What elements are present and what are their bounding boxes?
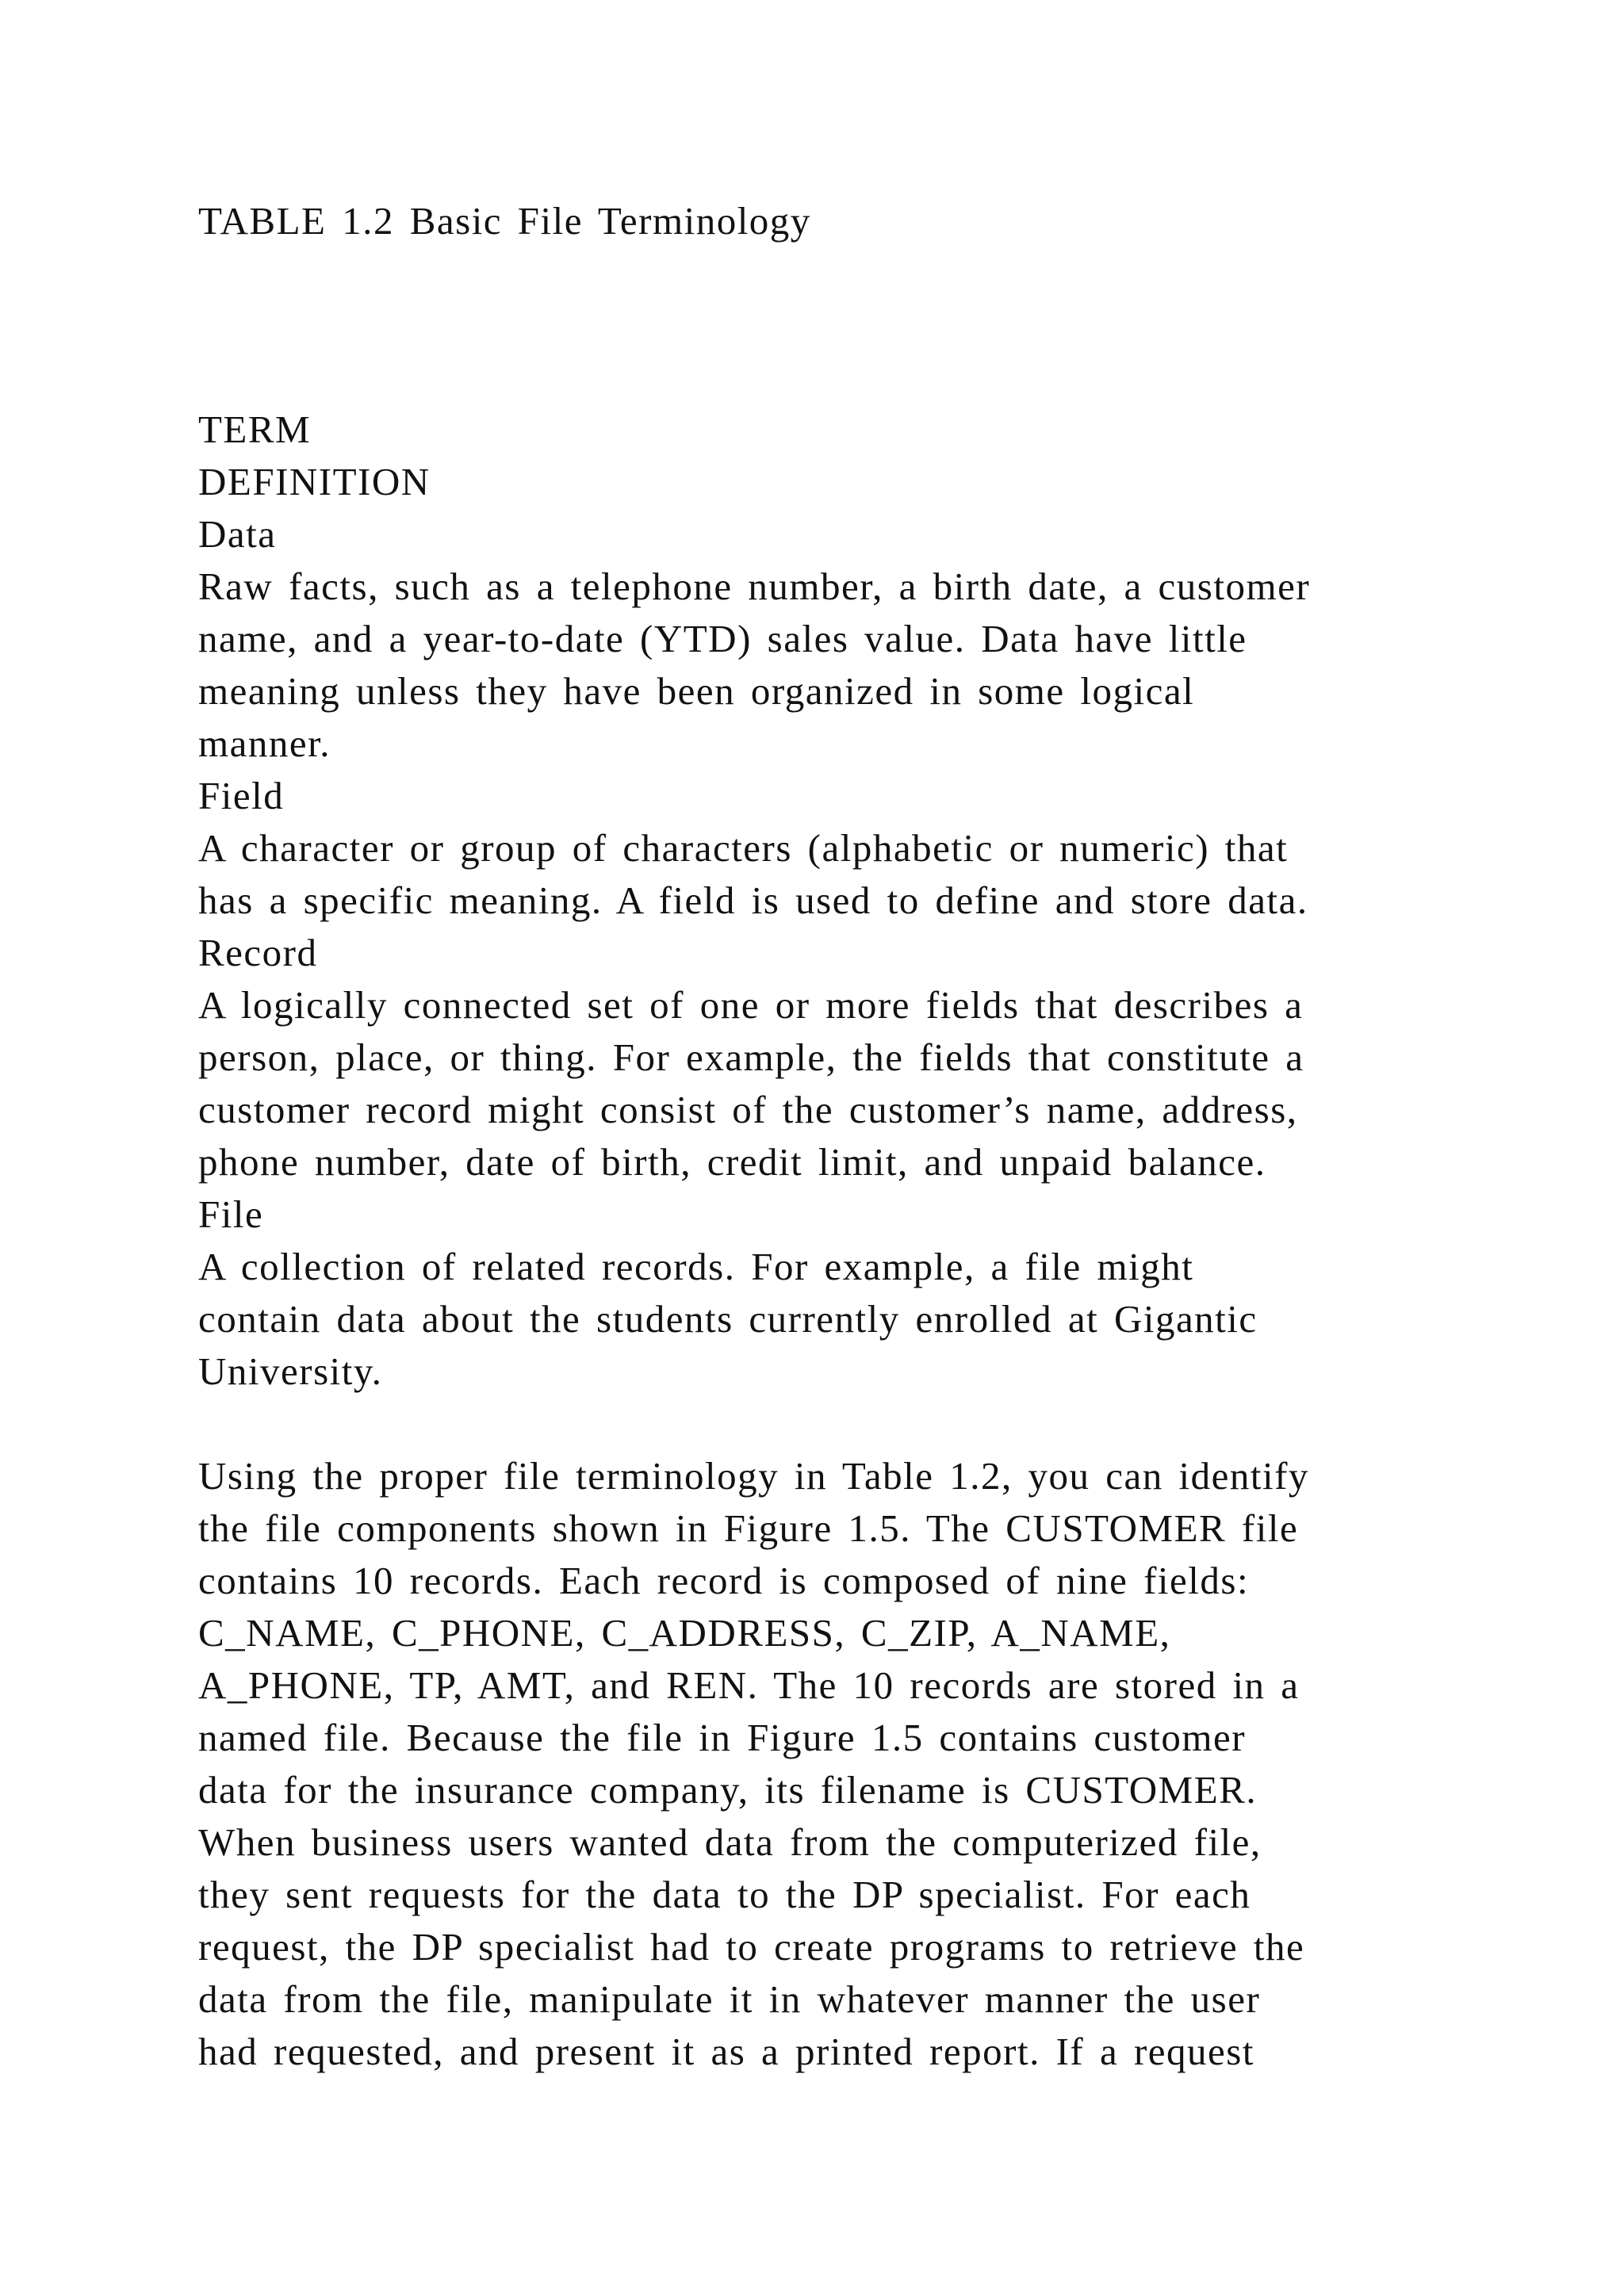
paragraph-line: had requested, and present it as a printed report. If a request bbox=[198, 2030, 1254, 2073]
paragraph-line: contains 10 records. Each record is composed of nine fields: bbox=[198, 1559, 1250, 1602]
paragraph-spacer bbox=[198, 1398, 1594, 1450]
row-definition-line: A character or group of characters (alphabetic or numeric) that bbox=[198, 826, 1289, 870]
paragraph-line: named file. Because the file in Figure 1.5 contains customer bbox=[198, 1716, 1247, 1759]
paragraph-line: Using the proper file terminology in Table 1.2, you can identify bbox=[198, 1454, 1309, 1498]
row-term: Record bbox=[198, 931, 318, 974]
row-definition-line: has a specific meaning. A field is used to define and store data. bbox=[198, 878, 1308, 922]
row-definition-line: person, place, or thing. For example, the fields that constitute a bbox=[198, 1035, 1304, 1079]
table-row bbox=[198, 508, 1594, 770]
row-definition-line: phone number, date of birth, credit limit, and unpaid balance. bbox=[198, 1140, 1266, 1184]
row-definition-line: name, and a year-to-date (YTD) sales value. Data have little bbox=[198, 617, 1247, 660]
document-body bbox=[198, 404, 1594, 2078]
paragraph-line: the file components shown in Figure 1.5. The CUSTOMER file bbox=[198, 1506, 1299, 1550]
table-title: TABLE 1.2 Basic File Terminology bbox=[198, 199, 811, 243]
paragraph-line: data for the insurance company, its filename is CUSTOMER. bbox=[198, 1768, 1258, 1812]
row-definition-line: contain data about the students currently enrolled at Gigantic bbox=[198, 1297, 1258, 1341]
row-definition-line: meaning unless they have been organized in some logical bbox=[198, 669, 1195, 713]
paragraph-line: data from the file, manipulate it in whatever manner the user bbox=[198, 1977, 1261, 2021]
row-definition-line: University. bbox=[198, 1349, 383, 1393]
table-header-term: TERM bbox=[198, 408, 312, 451]
terminology-table bbox=[198, 404, 1594, 1398]
body-paragraph bbox=[198, 1450, 1594, 2078]
row-definition-line: A logically connected set of one or more fields that describes a bbox=[198, 983, 1304, 1027]
paragraph-line: request, the DP specialist had to create programs to retrieve the bbox=[198, 1925, 1305, 1969]
table-row bbox=[198, 927, 1594, 1188]
row-definition-line: customer record might consist of the customer’s name, address, bbox=[198, 1088, 1298, 1131]
paragraph-line: When business users wanted data from the computerized file, bbox=[198, 1820, 1262, 1864]
row-term: Data bbox=[198, 512, 277, 556]
row-definition-line: A collection of related records. For example, a file might bbox=[198, 1245, 1194, 1288]
row-term: File bbox=[198, 1192, 264, 1236]
row-definition-line: manner. bbox=[198, 721, 331, 765]
paragraph-line: C_NAME, C_PHONE, C_ADDRESS, C_ZIP, A_NAME, bbox=[198, 1611, 1171, 1655]
table-row bbox=[198, 770, 1594, 927]
paragraph-line: they sent requests for the data to the DP specialist. For each bbox=[198, 1873, 1251, 1916]
paragraph-line: A_PHONE, TP, AMT, and REN. The 10 records are stored in a bbox=[198, 1663, 1300, 1707]
table-row bbox=[198, 1188, 1594, 1398]
row-definition-line: Raw facts, such as a telephone number, a birth date, a customer bbox=[198, 564, 1311, 608]
row-term: Field bbox=[198, 774, 285, 817]
table-header-definition: DEFINITION bbox=[198, 460, 431, 503]
